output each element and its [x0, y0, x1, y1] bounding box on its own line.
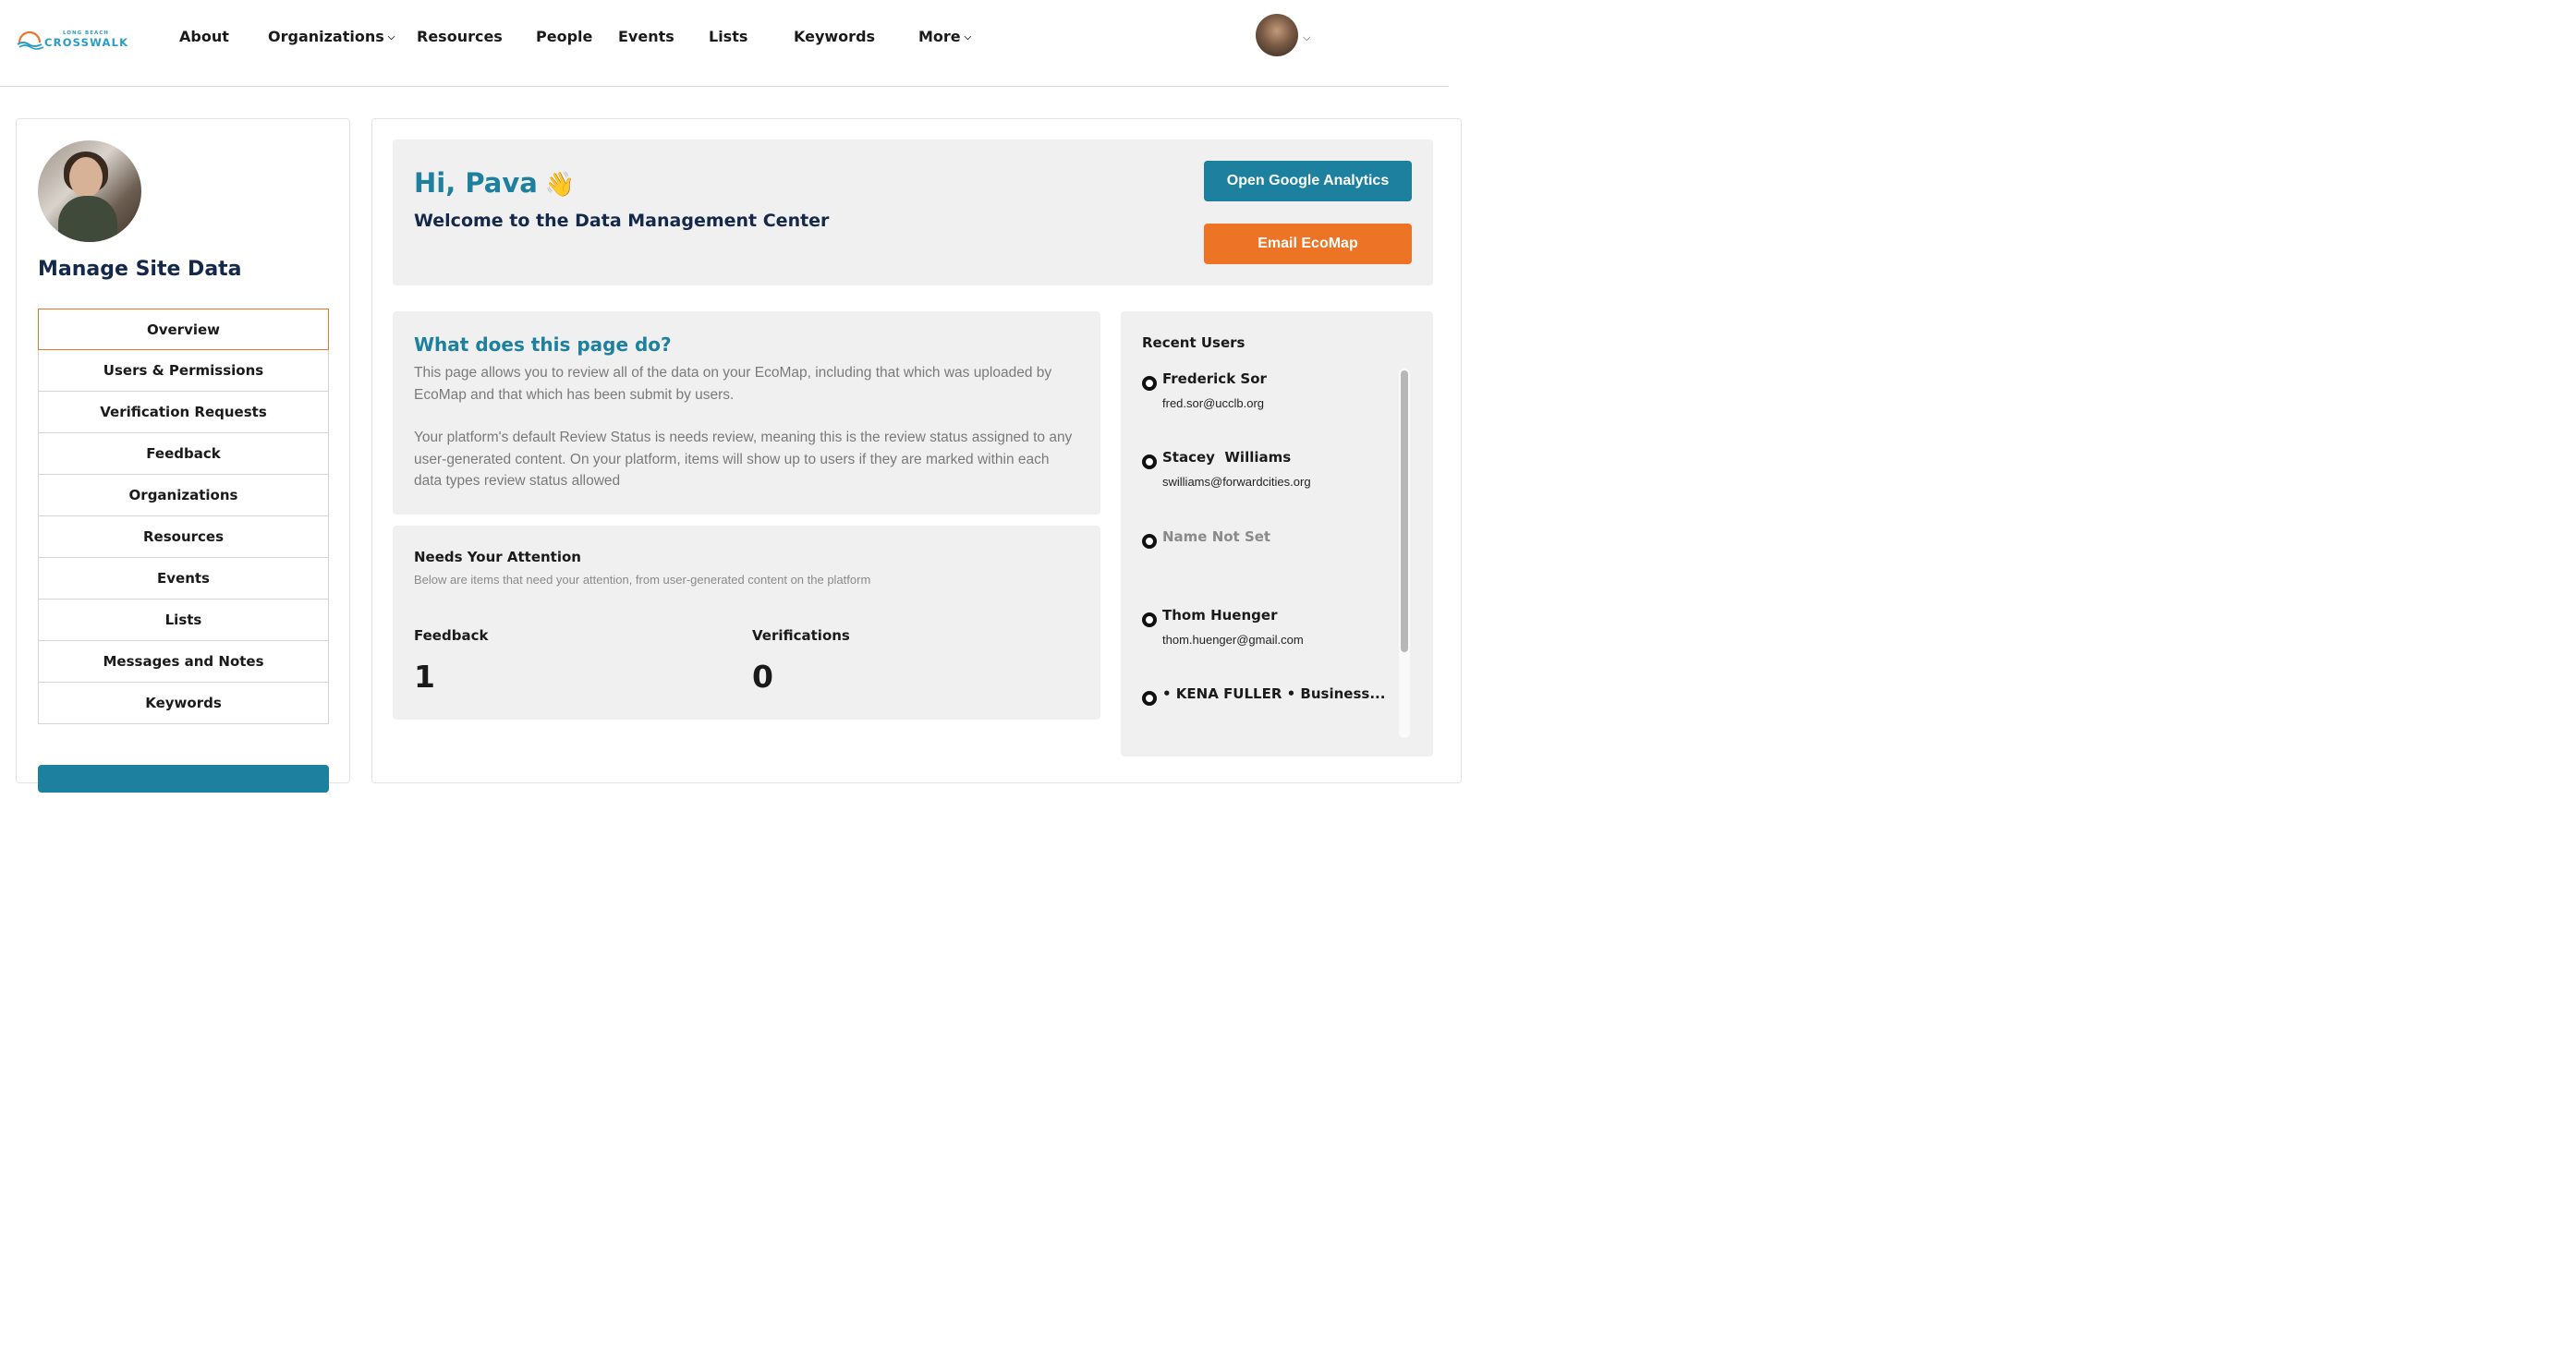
stat-verifications-label: Verifications [752, 627, 850, 644]
welcome-card [393, 139, 1433, 285]
site-logo[interactable] [17, 28, 128, 52]
sidebar-item-lists[interactable]: Lists [38, 600, 329, 641]
user-bullet-icon [1142, 691, 1157, 706]
logo-big-text: CROSSWALK [44, 36, 129, 49]
scrollbar-thumb[interactable] [1401, 370, 1408, 652]
sidebar-item-keywords[interactable]: Keywords [38, 683, 329, 724]
nav-people[interactable] [536, 28, 592, 45]
stat-feedback-value[interactable]: 1 [414, 659, 435, 695]
nav-about-label: About [179, 28, 229, 45]
nav-people-label: People [536, 28, 593, 45]
wave-arc-logo-icon [17, 30, 44, 50]
sidebar-item-resources[interactable]: Resources [38, 516, 329, 558]
waving-hand-icon: 👋 [544, 171, 576, 199]
user-bullet-icon [1142, 612, 1157, 627]
stat-feedback-label: Feedback [414, 627, 489, 644]
nav-more-label: More [918, 28, 961, 45]
attention-title: Needs Your Attention [414, 549, 581, 565]
sidebar-title: Manage Site Data [38, 258, 242, 281]
chevron-down-icon: ⌵ [964, 32, 972, 42]
nav-resources[interactable] [417, 28, 503, 45]
attention-card [393, 526, 1100, 720]
info-title: What does this page do? [414, 333, 672, 356]
user-name: Name Not Set [1162, 528, 1271, 545]
sidebar [16, 118, 350, 783]
sidebar-item-feedback[interactable]: Feedback [38, 433, 329, 475]
nav-events[interactable] [618, 28, 674, 45]
nav-lists[interactable] [709, 28, 747, 45]
logo-small-text: LONG BEACH [63, 30, 109, 36]
profile-photo-shirt [58, 196, 117, 242]
list-item[interactable] [1142, 607, 1391, 681]
attention-subtitle: Below are items that need your attention, from user-generated content on the platform [414, 573, 871, 587]
sidebar-item-events[interactable]: Events [38, 558, 329, 600]
user-bullet-icon [1142, 376, 1157, 391]
sidebar-item-users-permissions[interactable]: Users & Permissions [38, 350, 329, 392]
top-navigation [0, 0, 1449, 87]
stat-verifications-value[interactable]: 0 [752, 659, 773, 695]
sidebar-bottom-button[interactable] [38, 765, 329, 793]
profile-photo [38, 140, 141, 242]
recent-users-card [1121, 311, 1433, 757]
nav-organizations-label: Organizations [268, 28, 384, 45]
sidebar-menu [38, 309, 329, 724]
recent-users-title: Recent Users [1142, 334, 1245, 351]
email-ecomap-button[interactable]: Email EcoMap [1204, 224, 1412, 264]
user-avatar[interactable] [1256, 14, 1298, 56]
nav-events-label: Events [618, 28, 674, 45]
nav-resources-label: Resources [417, 28, 503, 45]
sidebar-item-overview[interactable]: Overview [38, 309, 329, 350]
user-email: swilliams@forwardcities.org [1162, 475, 1311, 489]
list-item[interactable] [1142, 449, 1391, 523]
sidebar-item-messages-notes[interactable]: Messages and Notes [38, 641, 329, 683]
chevron-down-icon: ⌵ [387, 32, 395, 42]
list-item[interactable] [1142, 528, 1391, 602]
greeting [414, 167, 575, 199]
user-bullet-icon [1142, 454, 1157, 469]
sidebar-item-organizations[interactable]: Organizations [38, 475, 329, 516]
user-name: • KENA FULLER • Business... [1162, 685, 1386, 702]
nav-lists-label: Lists [709, 28, 748, 45]
info-card [393, 311, 1100, 515]
nav-more[interactable] [918, 28, 971, 45]
user-email: thom.huenger@gmail.com [1162, 633, 1304, 647]
user-bullet-icon [1142, 534, 1157, 549]
nav-organizations[interactable] [268, 28, 395, 45]
list-item[interactable] [1142, 685, 1391, 757]
greeting-text: Hi, Pava [414, 167, 538, 199]
info-paragraph-1: This page allows you to review all of the data on your EcoMap, including that which was uploaded by EcoMap and that which has been submit by users. [414, 365, 1052, 403]
profile-photo-face [69, 157, 103, 198]
nav-keywords[interactable] [794, 28, 875, 45]
user-name: Thom Huenger [1162, 607, 1278, 624]
user-name: Stacey Williams [1162, 449, 1292, 466]
sidebar-item-verification-requests[interactable]: Verification Requests [38, 392, 329, 433]
list-item[interactable] [1142, 370, 1391, 444]
chevron-down-icon[interactable]: ⌵ [1303, 31, 1311, 43]
info-paragraph-2: Your platform's default Review Status is needs review, meaning this is the review status assigned to any user-generated content. On your platform, items will show up to users if they are marked within each data types review status allowed [414, 430, 1073, 489]
user-name: Frederick Sor [1162, 370, 1267, 387]
nav-about[interactable] [179, 28, 229, 45]
user-email: fred.sor@ucclb.org [1162, 396, 1265, 410]
nav-keywords-label: Keywords [794, 28, 876, 45]
welcome-subtitle: Welcome to the Data Management Center [414, 211, 830, 231]
open-google-analytics-button[interactable]: Open Google Analytics [1204, 161, 1412, 201]
